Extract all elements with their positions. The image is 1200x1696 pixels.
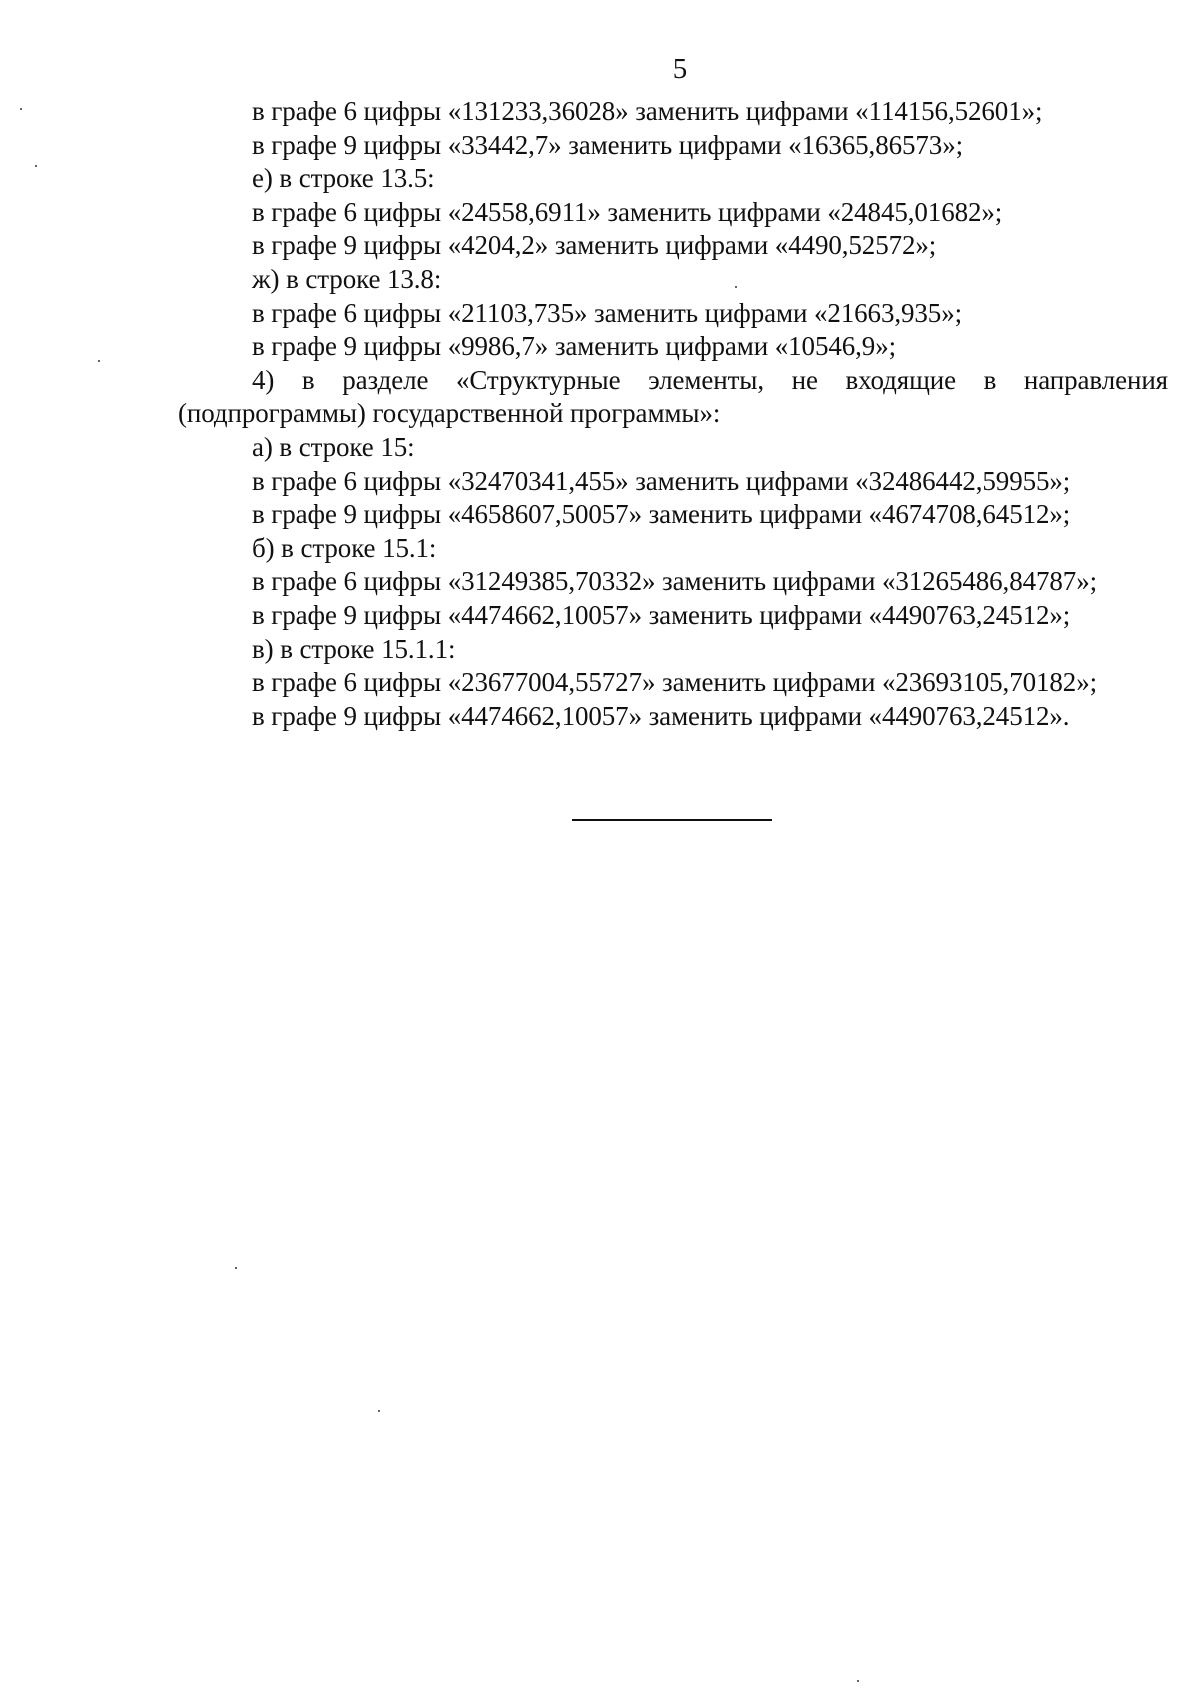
text-line: в графе 6 цифры «23677004,55727» заменить цифрами «23693105,70182»; [252,667,1098,698]
scan-speck [735,286,737,288]
text-line: в графе 6 цифры «131233,36028» заменить цифрами «114156,52601»; [252,96,1043,126]
text-line: а) в строке 15: [252,431,415,462]
text-line: в графе 6 цифры «32470341,455» заменить цифрами «32486442,59955»; [252,465,1071,496]
text-line: в графе 6 цифры «31249385,70332» заменить цифрами «31265486,84787»; [252,566,1098,597]
text-line: в графе 9 цифры «4474662,10057» заменить цифрами «4490763,24512». [252,700,1070,731]
text-line: в графе 6 цифры «21103,735» заменить цифрами «21663,935»; [252,297,963,328]
scan-speck [20,108,22,110]
text-line: в графе 6 цифры «24558,6911» заменить цифрами «24845,01682»; [252,196,1003,227]
scan-speck [35,165,37,167]
text-line: ж) в строке 13.8: [252,263,442,294]
end-divider-line [572,819,772,821]
scan-speck [98,360,100,362]
text-line: б) в строке 15.1: [252,532,437,563]
text-line: в) в строке 15.1.1: [252,633,456,664]
text-line: в графе 9 цифры «33442,7» заменить цифрами «16365,86573»; [252,129,964,160]
page-number: 5 [672,53,688,85]
paragraph-first-line: 4) в разделе «Структурные элементы, не входящие в направления [252,364,1168,395]
scan-speck [857,1680,859,1682]
text-line: в графе 9 цифры «4204,2» заменить цифрами «4490,52572»; [252,230,937,261]
paragraph-continuation: (подпрограммы) государственной программы»: [178,398,721,429]
document-body [178,95,1168,733]
scan-speck [378,1410,380,1412]
text-line: в графе 9 цифры «4474662,10057» заменить цифрами «4490763,24512»; [252,599,1071,630]
text-line: е) в строке 13.5: [252,163,435,194]
text-line: в графе 9 цифры «9986,7» заменить цифрами «10546,9»; [252,331,897,362]
scan-speck [235,1267,237,1269]
text-line: в графе 9 цифры «4658607,50057» заменить цифрами «4674708,64512»; [252,499,1071,530]
